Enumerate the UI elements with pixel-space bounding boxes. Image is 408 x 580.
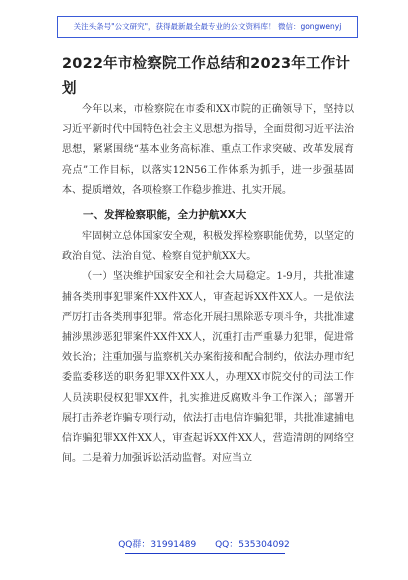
intro-paragraph: 今年以来，市检察院在市委和XX市院的正确领导下，坚持以习近平新时代中国特色社会主义思想为指导，全面贯彻习近平法治思想，紧紧围绕“基本业务高标准、重点工作求突破、改革发展育亮点”工作目标，以落实12N56工作体系为抓手，进一步强基固本、提质增效，各项检察工作稳步推进、扎实开展。 <box>62 104 354 196</box>
footer-contact <box>0 538 408 552</box>
document-body <box>62 100 354 469</box>
footer-qq: QQ：535304092 <box>215 540 290 550</box>
footer-qq-group: QQ群：31991489 <box>118 540 197 550</box>
section-heading: 一、发挥检察职能，全力护航XX大 <box>83 209 247 222</box>
document-title: 2022年市检察院工作总结和2023年工作计划 <box>62 56 351 97</box>
footer-underline <box>125 553 285 554</box>
section-paragraph: 牢固树立总体国家安全观，积极发挥检察职能优势，以坚定的政治自觉、法治自觉、检察自觉护航XX大。 <box>62 231 354 263</box>
promo-banner: 关注头条号"公文研究"，获得最新最全最专业的公文资料库！ 微信：gongwenyj <box>57 16 358 38</box>
subsection-paragraph: （一）坚决维护国家安全和社会大局稳定。1-9月，共批准逮捕各类刑事犯罪案件XX件XX人，审查起诉XX件XX人。一是依法严厉打击各类刑事犯罪。常态化开展扫黑除恶专项斗争，共批准逮捕涉黑涉恶犯罪案件XX件XX人，沉重打击严重暴力犯罪，促进常效长治；注重加强与监察机关办案衔接和配合制约，依法办理市纪委监委移送的职务犯罪XX件XX人，办理XX市院交付的司法工作人员渎职侵权犯罪XX件，扎实推进反腐败斗争工作深入；部署开展打击养老诈骗专项行动，依法打击电信诈骗犯罪，共批准逮捕电信诈骗犯罪XX件XX人，审查起诉XX件XX人，营造清朗的网络空间。二是着力加强诉讼活动监督。对应当立 <box>62 271 354 465</box>
